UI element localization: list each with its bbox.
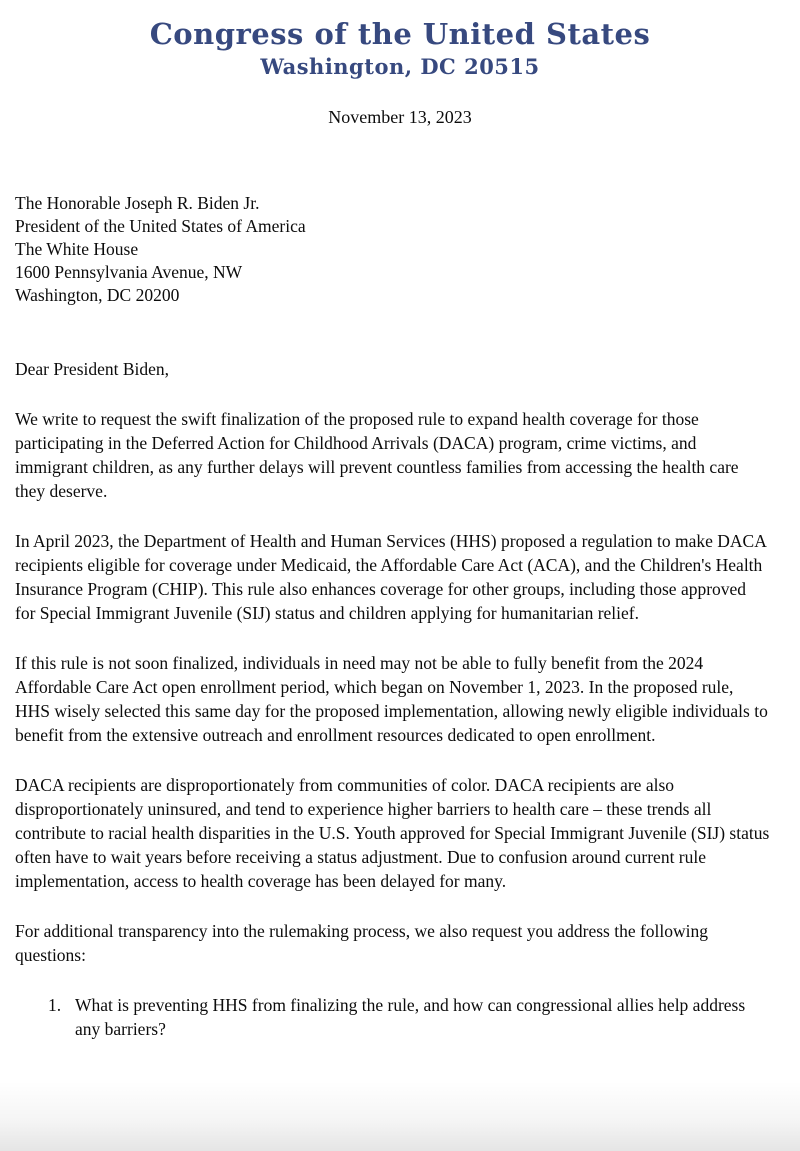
body-paragraph: In April 2023, the Department of Health and Human Services (HHS) proposed a regulation to make DACA recipients eligible for coverage under Medicaid, the Affordable Care Act (ACA), and the Children's Health Insurance Program (CHIP). This rule also enhances coverage for other groups, including those approved for Special Immigrant Juvenile (SIJ) status and children applying for humanitarian relief. [15, 531, 766, 623]
letter-date: November 13, 2023 [328, 107, 472, 127]
body-paragraph: If this rule is not soon finalized, individuals in need may not be able to fully benefit from the 2024 Affordable Care Act open enrollment period, which began on November 1, 2023. In the proposed rule, HHS wisely selected this same day for the proposed implementation, allowing newly eligible individuals to benefit from the extensive outreach and enrollment resources dedicated to open enrollment. [15, 653, 768, 745]
recipient-address-block [15, 192, 770, 307]
recipient-name: The Honorable Joseph R. Biden Jr. [15, 193, 260, 213]
question-list-item [15, 993, 770, 1041]
recipient-title: President of the United States of America [15, 216, 306, 236]
letterhead [0, 0, 800, 80]
question-number: 1. [48, 995, 62, 1015]
recipient-residence: The White House [15, 239, 139, 259]
recipient-street: 1600 Pennsylvania Avenue, NW [15, 262, 243, 282]
letter-content [0, 192, 800, 1041]
salutation: Dear President Biden, [15, 359, 170, 379]
body-paragraph: We write to request the swift finalization of the proposed rule to expand health coverage for those participating in the Deferred Action for Childhood Arrivals (DACA) program, crime victims, and immigrant children, as any further delays will prevent countless families from accessing the health care they deserve. [15, 409, 739, 501]
body-paragraph: For additional transparency into the rulemaking process, we also request you address the following questions: [15, 921, 709, 965]
page-bottom-shadow [0, 1081, 800, 1151]
recipient-city: Washington, DC 20200 [15, 285, 180, 305]
body-paragraph: DACA recipients are disproportionately from communities of color. DACA recipients are also disproportionately uninsured, and tend to experience higher barriers to health care – these trends all contribute to racial health disparities in the U.S. Youth approved for Special Immigrant Juvenile (SIJ) status often have to wait years before receiving a status adjustment. Due to confusion around current rule implementation, access to health coverage has been delayed for many. [15, 775, 770, 891]
letterhead-address: Washington, DC 20515 [260, 54, 540, 79]
question-text: What is preventing HHS from finalizing the rule, and how can congressional allies help address any barriers? [75, 995, 746, 1039]
letterhead-organization: Congress of the United States [149, 17, 651, 51]
